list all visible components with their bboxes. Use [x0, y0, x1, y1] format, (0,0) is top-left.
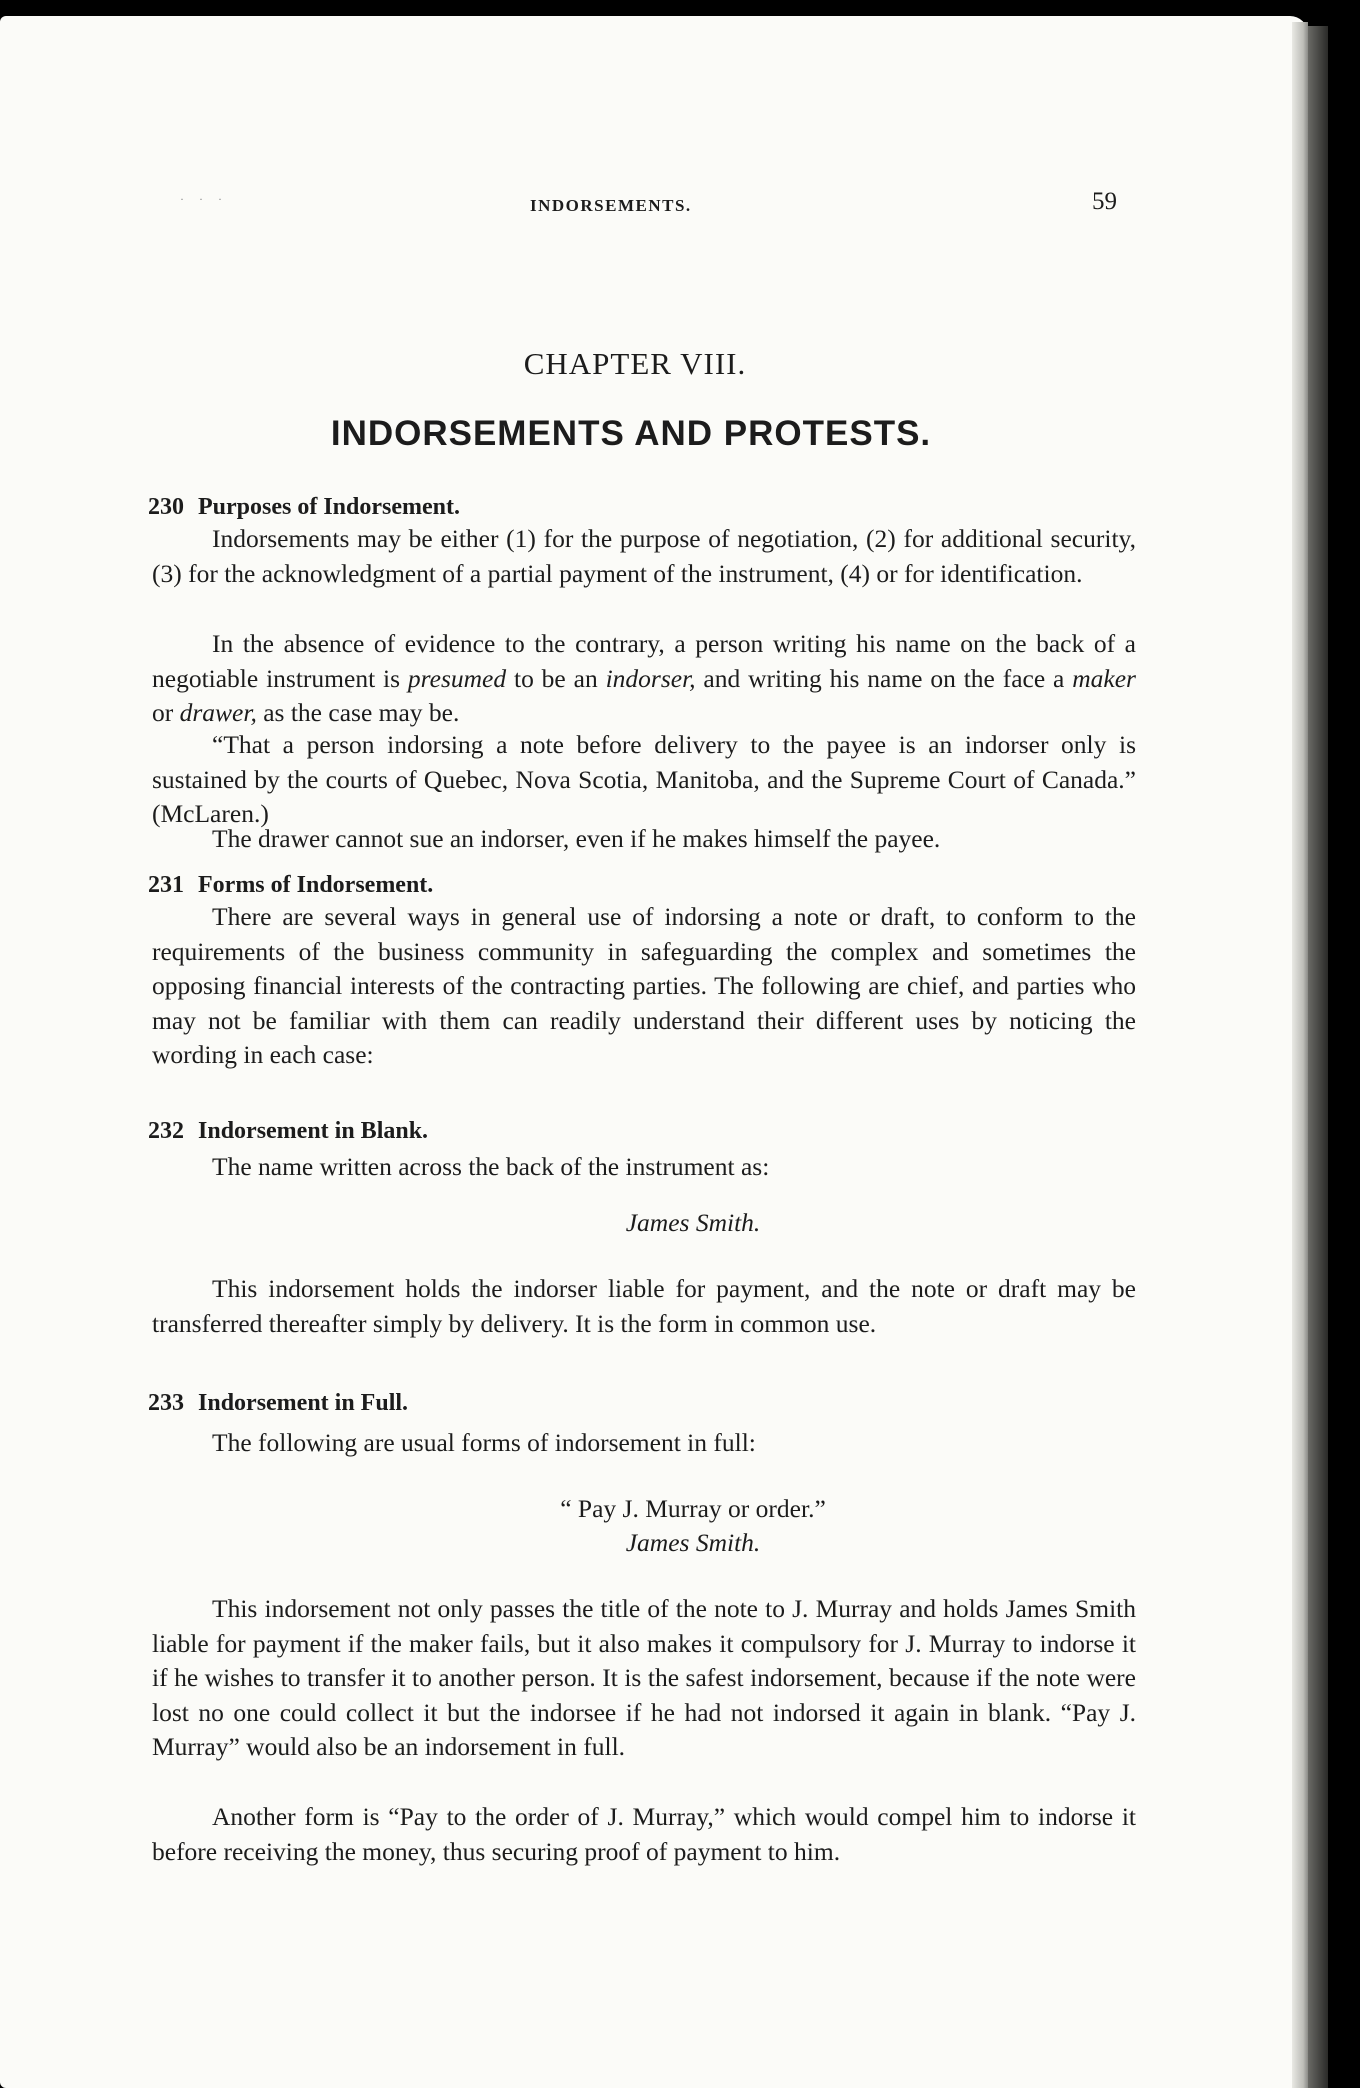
paragraph — [152, 627, 1136, 731]
section-number: 232 — [148, 1118, 184, 1144]
section-title: Forms of Indorsement. — [198, 872, 434, 898]
text-run: and writing his name on the face a — [695, 663, 1073, 693]
indorsement-example-signature: James Smith. — [625, 1528, 761, 1557]
section-heading-233 — [148, 1390, 408, 1417]
paragraph: Another form is “Pay to the order of J. Murray,” which would compel him to indorse it before receiving the money, thus securing proof of payment to him. — [152, 1802, 1136, 1866]
italic-text: drawer, — [179, 698, 257, 727]
section-number: 231 — [148, 872, 184, 898]
signature-example: James Smith. — [625, 1208, 761, 1237]
section-heading-230 — [148, 494, 460, 521]
section-title: Indorsement in Blank. — [198, 1118, 429, 1144]
print-specks: · · · — [180, 192, 228, 206]
section-number: 230 — [148, 494, 184, 520]
text-run: as the case may be. — [256, 698, 460, 727]
section-title: Indorsement in Full. — [198, 1390, 409, 1416]
paragraph: The following are usual forms of indorsement in full: — [212, 1428, 756, 1457]
text-run: or — [152, 698, 180, 727]
paragraph: The drawer cannot sue an indorser, even if he makes himself the payee. — [212, 824, 941, 853]
paragraph: The name written across the back of the instrument as: — [212, 1152, 770, 1181]
indorsement-example-line: “ Pay J. Murray or order.” — [560, 1494, 826, 1523]
page-number: 59 — [1092, 188, 1117, 215]
section-heading-231 — [148, 872, 433, 899]
chapter-title: INDORSEMENTS AND PROTESTS. — [330, 414, 932, 453]
paragraph: “That a person indorsing a note before delivery to the payee is an indorser only is sustained by the courts of Quebec, Nova Scotia, Manitoba, and the Supreme Court of Canada.” (McLaren.) — [152, 730, 1136, 828]
page-edge — [1292, 22, 1308, 2088]
running-head: INDORSEMENTS. — [530, 196, 692, 215]
paragraph: This indorsement not only passes the title of the note to J. Murray and holds James Smith liable for payment if the maker fails, but it also makes it compulsory for J. Murray to indorse it if he wishes to transfer it to another person. It is the safest indorsement, because if the note were lost no one could collect it but the indorsee if he had not indorsed it again in blank. “Pay J. Murray” would also be an indorsement in full. — [152, 1594, 1136, 1761]
section-title: Purposes of Indorsement. — [198, 494, 460, 520]
italic-text: maker — [1072, 663, 1136, 693]
chapter-label: CHAPTER VIII. — [523, 346, 747, 381]
paragraph: There are several ways in general use of indorsing a note or draft, to conform to the requirements of the business community in safeguarding the complex and sometimes the opposing financial interests of the contracting parties. The following are chief, and parties who may not be familiar with them can readily understand their different uses by noticing the wording in each case: — [152, 902, 1136, 1069]
text-run: to be an — [506, 663, 606, 693]
paragraph: Indorsements may be either (1) for the purpose of negotiation, (2) for additional security, (3) for the acknowledgment of a partial payment of the instrument, (4) or for identification. — [152, 524, 1136, 588]
section-heading-232 — [148, 1118, 428, 1145]
paragraph: This indorsement holds the indorser liable for payment, and the note or draft may be transferred thereafter simply by delivery. It is the form in common use. — [152, 1274, 1136, 1338]
page-edge-shadow — [1308, 26, 1328, 2088]
text-run: In the absence of evidence to the contrary, a person writing his name on the back of a negotiable instrument is — [152, 629, 1136, 693]
italic-text: presumed — [407, 663, 507, 693]
italic-text: indorser, — [605, 663, 696, 693]
section-number: 233 — [148, 1390, 184, 1416]
